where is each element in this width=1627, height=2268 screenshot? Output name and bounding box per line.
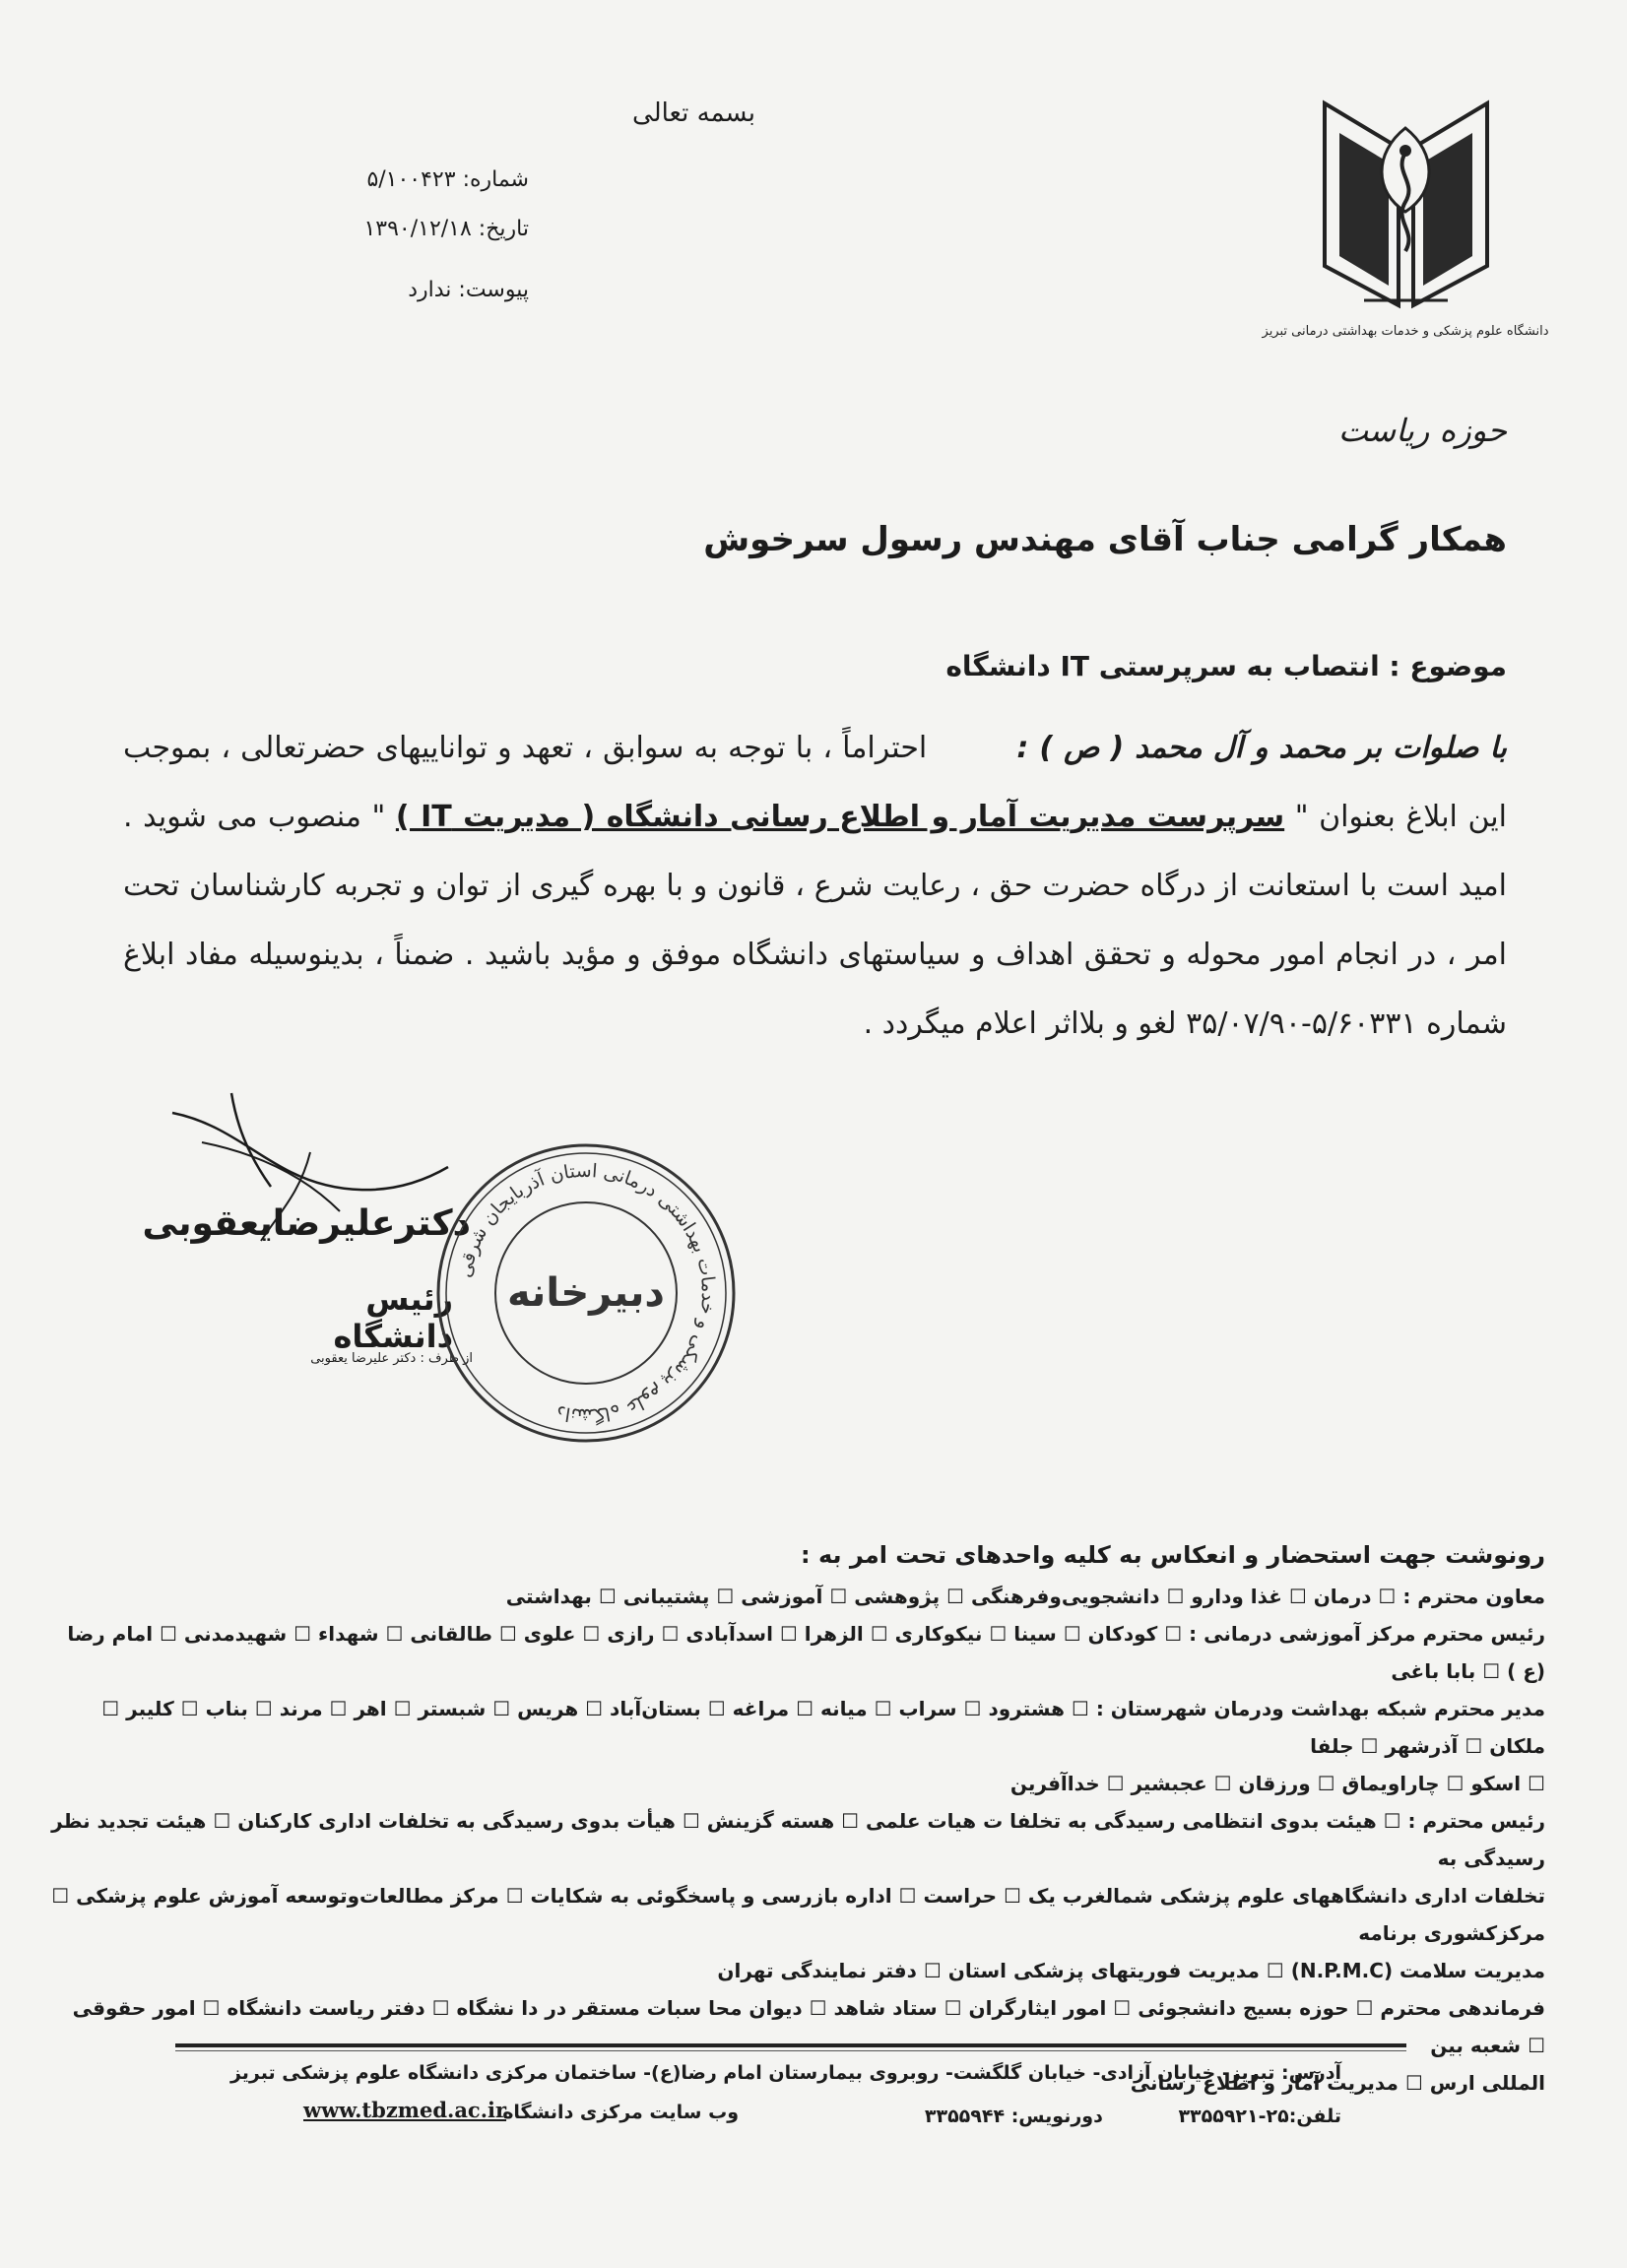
letter-body	[123, 714, 1507, 1059]
stamp-ring-text: دانشگاه علوم پزشکی و خدمات بهداشتی درمانی استان آذربایجان شرقی	[453, 1159, 720, 1427]
footer-website-link[interactable]: www.tbzmed.ac.ir	[303, 2098, 507, 2122]
bismillah: بسمه تعالی	[632, 98, 755, 128]
body-text-1: احتراماً ، با توجه به سوابق ، تعهد و تواناییهای حضرتعالی ، بموجب این ابلاغ بعنوان "	[123, 731, 1507, 834]
recipient-greeting: همکار گرامی جناب آقای مهندس رسول سرخوش	[703, 520, 1507, 559]
copies-line: ☐ اسکو ☐ چاراویماق ☐ ورزقان ☐ عجبشیر ☐ خداآفرین	[1009, 1772, 1545, 1795]
office-name: حوزه ریاست	[1337, 412, 1507, 449]
secretariat-stamp	[433, 1140, 739, 1446]
letter-number: شماره: ۵/۱۰۰۴۲۳	[366, 167, 529, 192]
copies-line: رئیس محترم : ☐ هیئت بدوی انتظامی رسیدگی به تخلفا ت هیات علمی ☐ هسته گزینش ☐ هیأت بدوی رسیدگی به تخلفات اداری کارکنان ☐ هیئت تجدید نظر رسیدگی به	[51, 1809, 1545, 1870]
copies-line: المللی ارس ☐ مدیریت آمار و اطلاع رسانی	[1130, 2071, 1545, 2095]
university-logo	[1262, 94, 1549, 389]
body-text-2: " منصوب می شوید . امید است با استعانت از درگاه حضرت حق ، رعایت شرع ، قانون و با بهره گیری از توان و تجربه کارشناسان تحت امر ، در انجام امور محوله و تحقق اهداف و سیاستهای دانشگاه موفق و مؤید باشید . ضمناً ، بدینوسیله مفاد ابلاغ شماره ۵/۶۰۳۳۱-۳۵/۰۷/۹۰ لغو و بلااثر اعلام میگردد .	[123, 800, 1507, 1041]
copies-line: معاون محترم : ☐ درمان ☐ غذا ودارو ☐ دانشجویی‌وفرهنگی ☐ پژوهشی ☐ آموزشی ☐ پشتیبانی ☐ بهداشتی	[505, 1585, 1545, 1608]
signatory-title: رئیس دانشگاه	[333, 1280, 453, 1355]
signatory-note: از طرف : دکتر علیرضا یعقوبی	[310, 1351, 473, 1366]
letter-attachment: پیوست: ندارد	[408, 278, 529, 302]
copies-line: تخلفات اداری دانشگاههای علوم پزشکی شمالغرب یک ☐ حراست ☐ اداره بازرسی و پاسخگوئی به شکایات ☐ مرکز مطالعات‌وتوسعه آموزش علوم پزشکی ☐ مرکزکشوری برنامه	[51, 1884, 1545, 1945]
copies-line: مدیریت سلامت (N.P.M.C) ☐ مدیریت فوریتهای پزشکی استان ☐ دفتر نمایندگی تهران	[717, 1959, 1545, 1982]
stamp-center-text: دبیرخانه	[507, 1270, 665, 1316]
footer-website-label: وب سایت مرکزی دانشگاه	[502, 2102, 739, 2123]
logo-text: دانشگاه علوم پزشکی و خدمات بهداشتی درمانی تبریز	[1262, 324, 1549, 339]
footer-address: آدرس: تبریز- خیابان آزادی- خیابان گلگشت- روبروی بیمارستان امام رضا(ع)- ساختمان مرکزی دانشگاه علوم پزشکی تبریز	[229, 2062, 1341, 2084]
appointment-title: سرپرست مدیریت آمار و اطلاع رسانی دانشگاه ( مدیریت IT )	[395, 800, 1285, 834]
copies-line: رئیس محترم مرکز آموزشی درمانی : ☐ کودکان ☐ سینا ☐ نیکوکاری ☐ الزهرا ☐ اسدآبادی ☐ رازی ☐ علوی ☐ طالقانی ☐ شهداء ☐ شهیدمدنی ☐ امام رضا (ع ) ☐ بابا باغی	[67, 1622, 1545, 1683]
salutation: با صلوات بر محمد و آل محمد ( ص ) :	[1016, 731, 1507, 765]
footer-divider	[175, 2043, 1406, 2047]
copies-line: مدیر محترم شبکه بهداشت ودرمان شهرستان : ☐ هشترود ☐ سراب ☐ میانه ☐ مراغه ☐ بستان‌آباد ☐ هریس ☐ شبستر ☐ اهر ☐ مرند ☐ بناب ☐ کلیبر ☐ ملکان ☐ آذرشهر ☐ جلفا	[101, 1697, 1545, 1758]
footer-divider-thin	[175, 2050, 1406, 2051]
letter-subject: موضوع : انتصاب به سرپرستی IT دانشگاه	[945, 650, 1507, 682]
footer-fax: دورنویس: ۳۳۵۵۹۴۴	[924, 2106, 1103, 2127]
footer-phone: تلفن:۲۵-۳۳۵۵۹۲۱	[1178, 2106, 1341, 2127]
letter-date: تاریخ: ۱۳۹۰/۱۲/۱۸	[363, 217, 529, 241]
copies-section	[48, 1536, 1545, 2102]
copies-heading: رونوشت جهت استحضار و انعکاس به کلیه واحدهای تحت امر به :	[801, 1541, 1545, 1569]
signatory-name: دکترعلیرضایعقوبی	[142, 1203, 471, 1244]
copies-line: فرماندهی محترم ☐ حوزه بسیج دانشجوئی ☐ امور ایثارگران ☐ ستاد شاهد ☐ دیوان محا سبات مستقر در دا نشگاه ☐ دفتر ریاست دانشگاه ☐ امور حقوقی ☐ شعبه بین	[72, 1996, 1545, 2057]
